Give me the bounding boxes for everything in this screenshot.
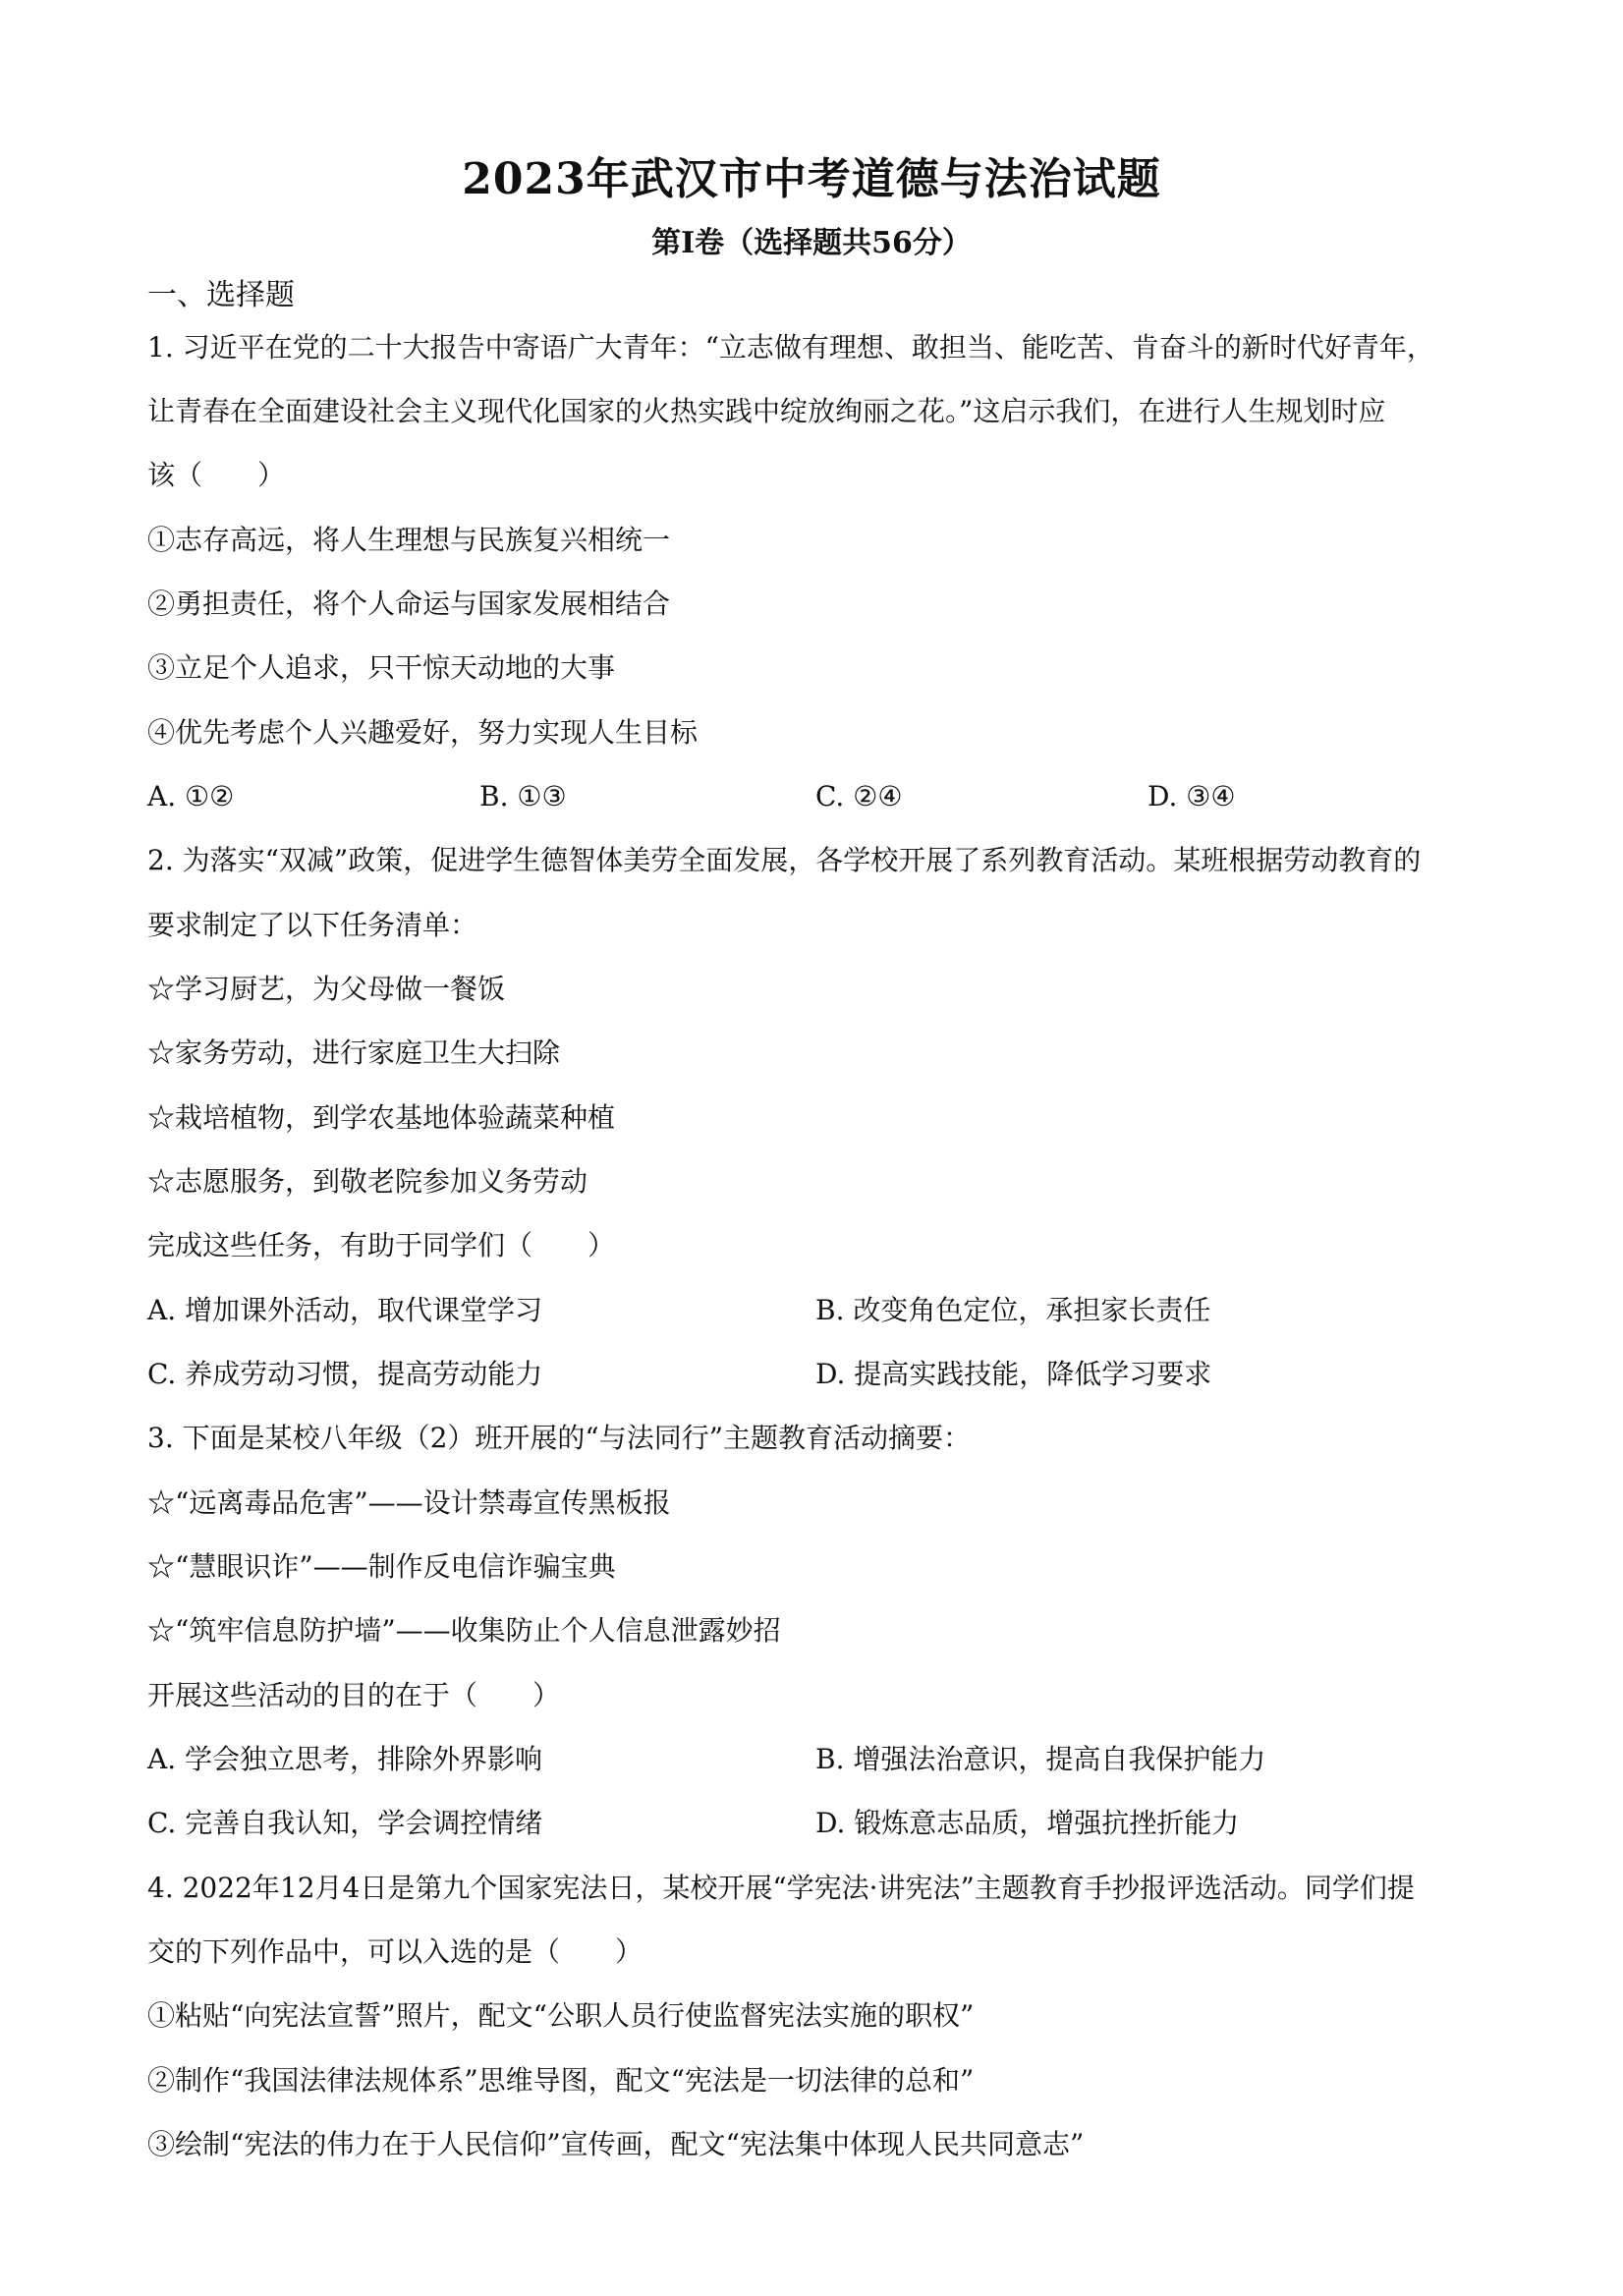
- section-heading: 一、选择题: [147, 278, 295, 312]
- q3-stem-line: 3. 下面是某校八年级（2）班开展的“与法同行”主题教育活动摘要：: [147, 1422, 972, 1454]
- q3-option-d: D. 锻炼意志品质，增强抗挫折能力: [815, 1807, 1240, 1839]
- q1-item: ④优先考虑个人兴趣爱好，努力实现人生目标: [147, 716, 699, 749]
- q2-option-d: D. 提高实践技能，降低学习要求: [815, 1358, 1212, 1390]
- q3-question: 开展这些活动的目的在于（ ）: [147, 1679, 561, 1711]
- q1-option-c: C. ②④: [815, 780, 903, 812]
- q2-item: ☆志愿服务，到敬老院参加义务劳动: [147, 1165, 588, 1198]
- q2-option-b: B. 改变角色定位，承担家长责任: [815, 1294, 1211, 1326]
- q2-question: 完成这些任务，有助于同学们（ ）: [147, 1229, 616, 1261]
- q2-option-c: C. 养成劳动习惯，提高劳动能力: [147, 1358, 543, 1390]
- q1-stem-line: 1. 习近平在党的二十大报告中寄语广大青年：“立志做有理想、敢担当、能吃苦、肯奋斗的新时代好青年，: [147, 331, 1434, 364]
- q4-item: ③绘制“宪法的伟力在于人民信仰”宣传画，配文“宪法集中体现人民共同意志”: [147, 2128, 1085, 2160]
- page-title: 2023年武汉市中考道德与法治试题: [462, 154, 1161, 204]
- q4-item: ②制作“我国法律法规体系”思维导图，配文“宪法是一切法律的总和”: [147, 2064, 975, 2097]
- q4-stem-line: 交的下列作品中，可以入选的是（ ）: [147, 1935, 644, 1968]
- q3-item: ☆“远离毒品危害”——设计禁毒宣传黑板报: [147, 1486, 671, 1519]
- q3-item: ☆“筑牢信息防护墙”——收集防止个人信息泄露妙招: [147, 1614, 781, 1647]
- q3-item: ☆“慧眼识诈”——制作反电信诈骗宝典: [147, 1550, 616, 1583]
- q1-stem-line: 该（ ）: [147, 459, 286, 491]
- q1-option-d: D. ③④: [1147, 780, 1236, 812]
- q1-stem-line: 让青春在全面建设社会主义现代化国家的火热实践中绽放绚丽之花。”这启示我们，在进行人生规划时应: [147, 395, 1386, 427]
- q1-item: ②勇担责任，将个人命运与国家发展相结合: [147, 588, 671, 620]
- q3-option-a: A. 学会独立思考，排除外界影响: [147, 1743, 543, 1775]
- q2-stem-line: 要求制定了以下任务清单：: [147, 909, 478, 941]
- q4-stem-line: 4. 2022年12月4日是第九个国家宪法日，某校开展“学宪法·讲宪法”主题教育手抄报评选活动。同学们提: [147, 1872, 1415, 1904]
- q2-item: ☆家务劳动，进行家庭卫生大扫除: [147, 1036, 561, 1069]
- q2-option-a: A. 增加课外活动，取代课堂学习: [147, 1294, 543, 1326]
- q1-item: ①志存高远，将人生理想与民族复兴相统一: [147, 524, 671, 556]
- q3-option-b: B. 增强法治意识，提高自我保护能力: [815, 1743, 1266, 1775]
- paper-subtitle: 第Ⅰ卷（选择题共56分）: [651, 226, 972, 260]
- q1-option-a: A. ①②: [147, 780, 235, 812]
- q2-item: ☆栽培植物，到学农基地体验蔬菜种植: [147, 1101, 616, 1134]
- q1-item: ③立足个人追求，只干惊天动地的大事: [147, 651, 616, 684]
- q1-option-b: B. ①③: [479, 780, 567, 812]
- q3-option-c: C. 完善自我认知，学会调控情绪: [147, 1807, 543, 1839]
- q4-item: ①粘贴“向宪法宣誓”照片，配文“公职人员行使监督宪法实施的职权”: [147, 1999, 975, 2032]
- q2-item: ☆学习厨艺，为父母做一餐饭: [147, 973, 506, 1005]
- q2-stem-line: 2. 为落实“双减”政策，促进学生德智体美劳全面发展，各学校开展了系列教育活动。某班根据劳动教育的: [147, 844, 1422, 876]
